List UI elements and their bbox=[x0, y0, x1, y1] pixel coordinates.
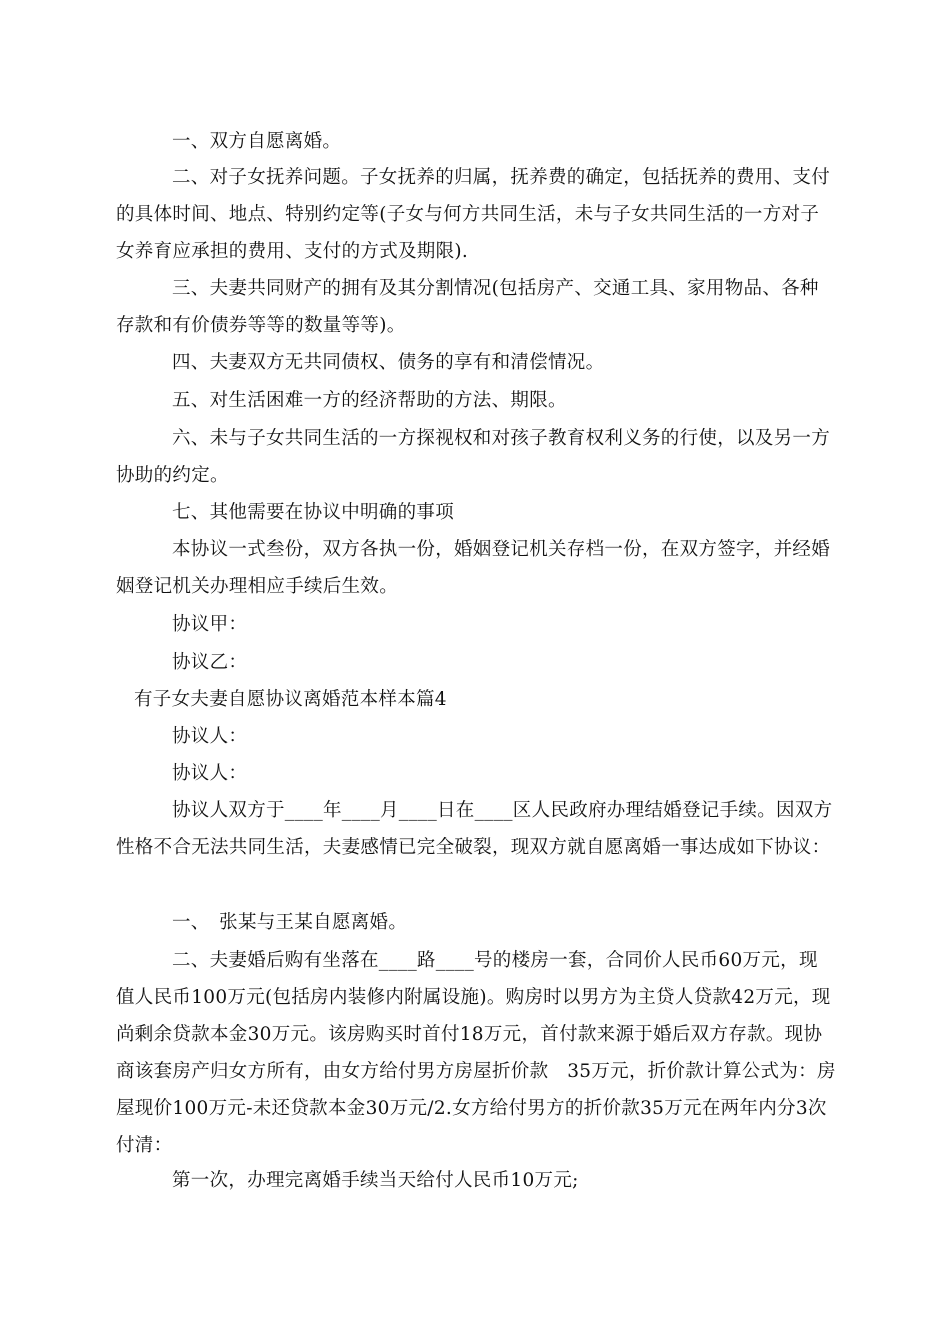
clause-3-joint-property: 三、夫妻共同财产的拥有及其分割情况(包括房产、交通工具、家用物品、各种存款和有价债券等等的数量等等)。 bbox=[116, 278, 819, 336]
clause-5-financial-help: 五、对生活困难一方的经济帮助的方法、期限。 bbox=[172, 390, 567, 411]
party-a-label: 协议甲： bbox=[172, 614, 248, 635]
section-title: 有子女夫妻自愿协议离婚范本样本篇4 bbox=[134, 689, 447, 710]
payment-first-installment: 第一次，办理完离婚手续当天给付人民币10万元; bbox=[172, 1170, 579, 1191]
clause-7-other-matters: 七、其他需要在协议中明确的事项 bbox=[172, 502, 455, 523]
article-1-divorce: 一、 张某与王某自愿离婚。 bbox=[172, 912, 408, 933]
agreement-copies-clause: 本协议一式叁份，双方各执一份，婚姻登记机关存档一份，在双方签字，并经婚姻登记机关办理相应手续后生效。 bbox=[116, 539, 831, 597]
clause-6-visitation: 六、未与子女共同生活的一方探视权和对孩子教育权利义务的行使，以及另一方协助的约定。 bbox=[116, 428, 831, 486]
party-b-label: 协议乙： bbox=[172, 652, 248, 673]
clause-1: 一、双方自愿离婚。 bbox=[172, 131, 342, 152]
clause-2-child-custody: 二、对子女抚养问题。子女抚养的归属，抚养费的确定，包括抚养的费用、支付的具体时间、地点、特别约定等(子女与何方共同生活，未与子女共同生活的一方对子女养育应承担的费用、支付的方式及期限). bbox=[116, 167, 831, 262]
signatory-1-label: 协议人： bbox=[172, 726, 248, 747]
clause-4-debts: 四、夫妻双方无共同债权、债务的享有和清偿情况。 bbox=[172, 352, 605, 373]
article-2-property: 二、夫妻婚后购有坐落在____路____号的楼房一套，合同价人民币60万元，现值人民币100万元(包括房内装修内附属设施)。购房时以男方为主贷人贷款42万元，现尚剩余贷款本金30万元。该房购买时首付18万元，首付款来源于婚后双方存款。现协商该套房产归女方所有，由女方给付男方房屋折价款 35万元，折价款计算公式为：房屋现价100万元-未还贷款本金30万元/2.女方给付男方的折价款35万元在两年内分3次付清： bbox=[116, 950, 836, 1156]
signatory-2-label: 协议人： bbox=[172, 763, 248, 784]
preamble-paragraph: 协议人双方于____年____月____日在____区人民政府办理结婚登记手续。因双方性格不合无法共同生活，夫妻感情已完全破裂，现双方就自愿离婚一事达成如下协议： bbox=[116, 800, 833, 858]
